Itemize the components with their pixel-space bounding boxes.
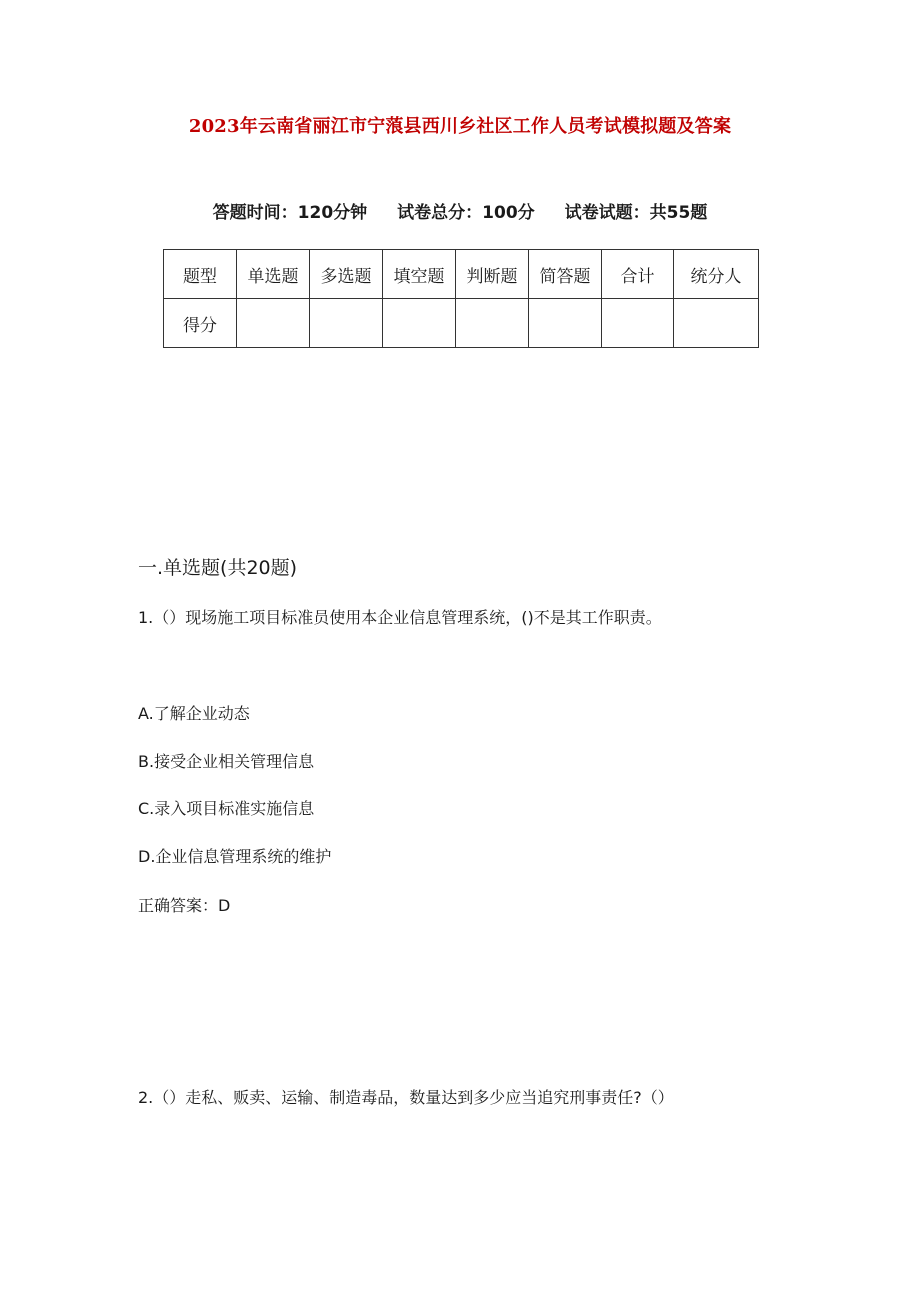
score-cell bbox=[237, 299, 310, 348]
score-cell bbox=[529, 299, 602, 348]
question-1-option-a: A.了解企业动态 bbox=[138, 704, 250, 723]
score-cell bbox=[310, 299, 383, 348]
exam-time: 答题时间：120分钟 bbox=[212, 203, 368, 223]
question-1-text: 1.（）现场施工项目标准员使用本企业信息管理系统，()不是其工作职责。 bbox=[138, 608, 662, 627]
score-cell bbox=[383, 299, 456, 348]
question-1-answer: 正确答案：D bbox=[138, 896, 231, 915]
score-row-label: 得分 bbox=[164, 299, 237, 348]
question-1-option-b: B.接受企业相关管理信息 bbox=[138, 752, 315, 771]
header-cell-true-false: 判断题 bbox=[456, 250, 529, 299]
exam-question-count: 试卷试题：共55题 bbox=[564, 203, 708, 223]
score-cell bbox=[456, 299, 529, 348]
question-2-text: 2.（）走私、贩卖、运输、制造毒品，数量达到多少应当追究刑事责任?（） bbox=[138, 1088, 674, 1107]
section-heading: 一.单选题(共20题) bbox=[138, 557, 298, 579]
exam-total-score: 试卷总分：100分 bbox=[397, 203, 535, 223]
header-cell-single-choice: 单选题 bbox=[237, 250, 310, 299]
score-cell bbox=[674, 299, 759, 348]
question-1-option-d: D.企业信息管理系统的维护 bbox=[138, 847, 332, 866]
document-title: 2023年云南省丽江市宁蒗县西川乡社区工作人员考试模拟题及答案 bbox=[188, 116, 732, 137]
header-cell-short-answer: 简答题 bbox=[529, 250, 602, 299]
question-1-option-c: C.录入项目标准实施信息 bbox=[138, 799, 315, 818]
header-cell-fill-blank: 填空题 bbox=[383, 250, 456, 299]
score-table-score-row bbox=[164, 299, 759, 348]
score-table bbox=[163, 249, 759, 348]
header-cell-scorer: 统分人 bbox=[674, 250, 759, 299]
exam-info bbox=[0, 198, 920, 223]
header-cell-total: 合计 bbox=[602, 250, 674, 299]
header-cell-multiple-choice: 多选题 bbox=[310, 250, 383, 299]
score-table-header-row bbox=[164, 250, 759, 299]
score-cell bbox=[602, 299, 674, 348]
header-cell-type: 题型 bbox=[164, 250, 237, 299]
